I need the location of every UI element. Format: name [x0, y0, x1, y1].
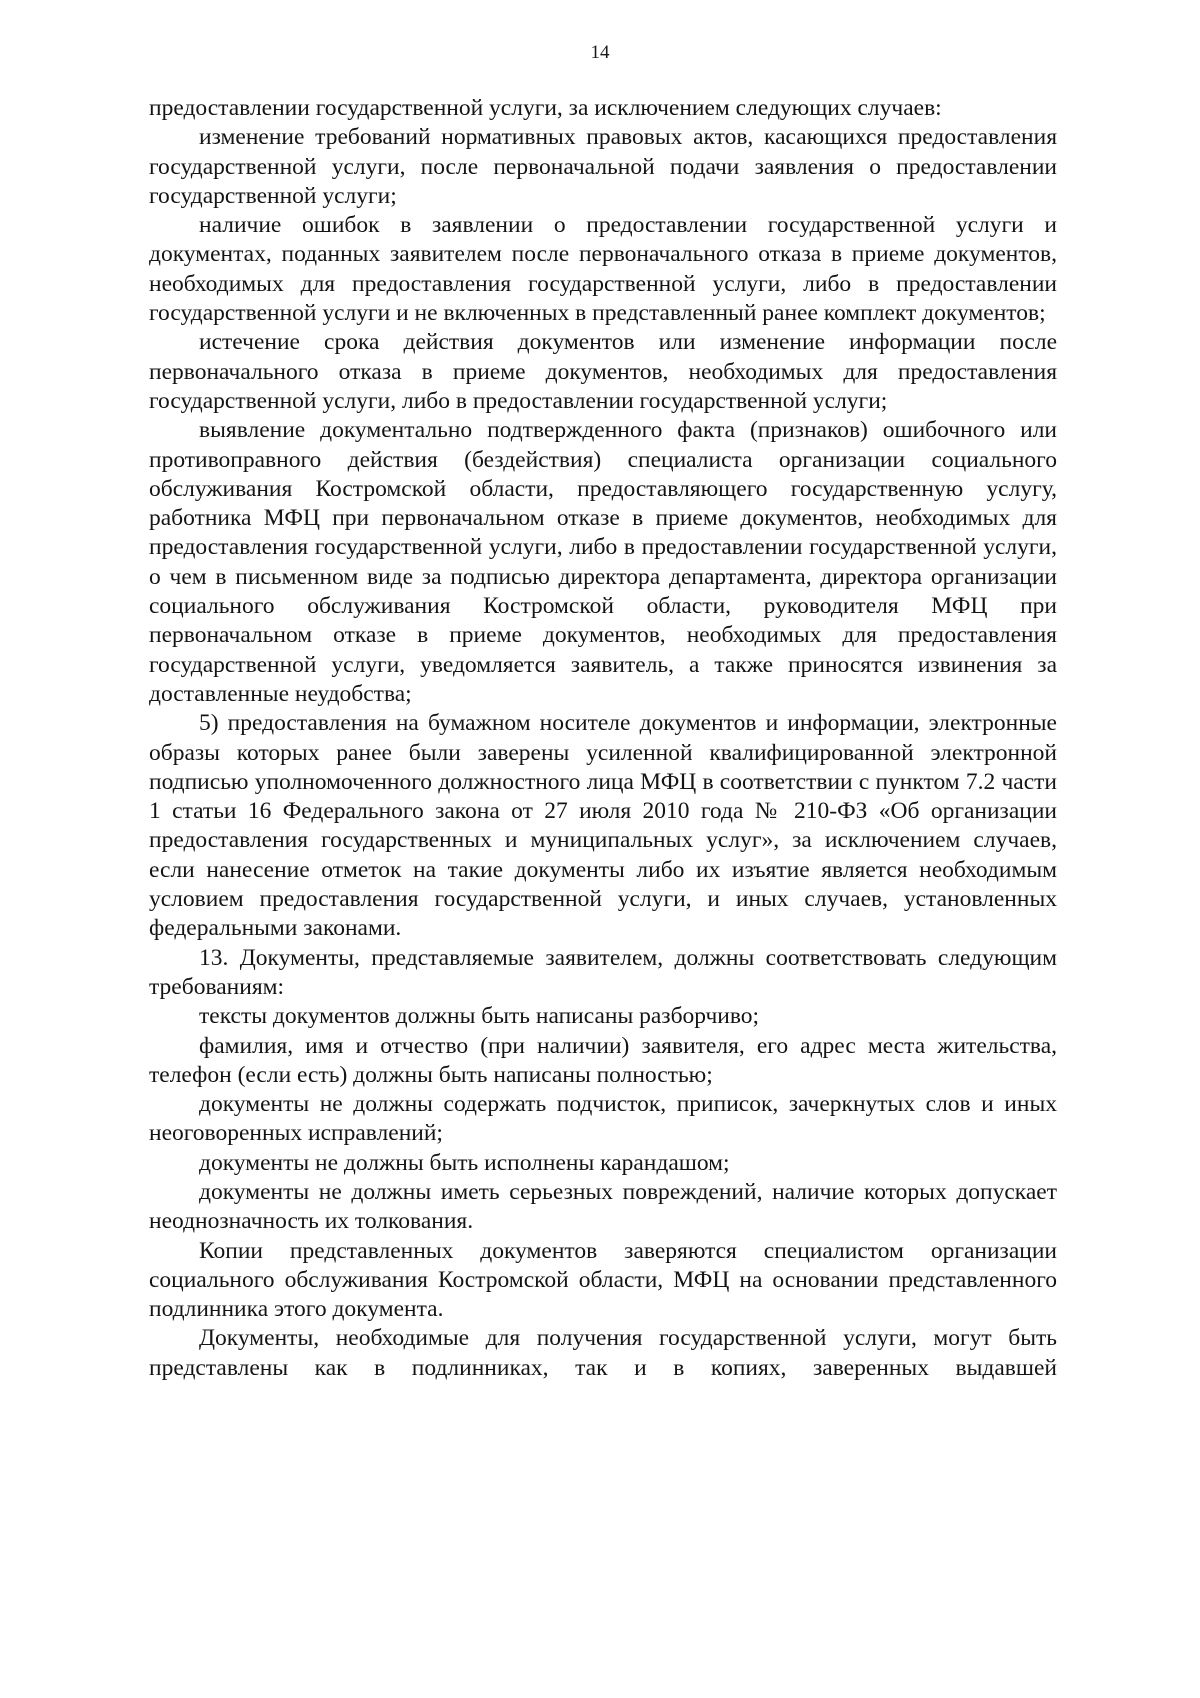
paragraph-requirement-full-name: фамилия, имя и отчество (при наличии) заявителя, его адрес места жительства, телефон (если есть) должны быть написаны полностью; [149, 1032, 1057, 1088]
paragraph-requirement-no-corrections: документы не должны содержать подчисток, приписок, зачеркнутых слов и иных неоговоренных исправлений; [149, 1091, 1057, 1147]
paragraph-item-errors: наличие ошибок в заявлении о предоставлении государственной услуги и документах, поданных заявителем после первоначального отказа в приеме документов, необходимых для предоставления государственной услуги, либо в предоставлении государственной услуги и не включенных в представленный ранее комплект документов; [149, 212, 1057, 327]
paragraph-requirement-legible: тексты документов должны быть написаны разборчиво; [199, 1003, 760, 1030]
paragraph-requirement-no-pencil: документы не должны быть исполнены карандашом; [199, 1149, 730, 1176]
paragraph-section-13: 13. Документы, представляемые заявителем, должны соответствовать следующим требованиям: [149, 944, 1057, 1000]
paragraph-item-unlawful-action: выявление документально подтвержденного факта (признаков) ошибочного или противоправного действия (бездействия) специалиста организации социального обслуживания Костромской области, предоставляющего государственную услугу, работника МФЦ при первоначальном отказе в приеме документов, необходимых для предоставления государственной услуги, либо в предоставлении государственной услуги, о чем в письменном виде за подписью директора департамента, директора организации социального обслуживания Костромской области, руководителя МФЦ при первоначальном отказе в приеме документов, необходимых для предоставления государственной услуги, уведомляется заявитель, а также приносятся извинения за доставленные неудобства; [149, 417, 1057, 707]
paragraph-copies-certification: Копии представленных документов заверяются специалистом организации социального обслуживания Костромской области, МФЦ на основании представленного подлинника этого документа. [149, 1237, 1057, 1323]
paragraph-originals-or-copies: Документы, необходимые для получения государственной услуги, могут быть представлены как в подлинниках, так и в копиях, заверенных выдавшей [149, 1325, 1057, 1381]
document-body [149, 94, 1057, 1383]
paragraph-requirement-no-damage: документы не должны иметь серьезных повреждений, наличие которых допускает неоднозначность их толкования. [149, 1178, 1057, 1235]
paragraph-item-5-paper-documents: 5) предоставления на бумажном носителе документов и информации, электронные образы которых ранее были заверены усиленной квалифицированной электронной подписью уполномоченного должностного лица МФЦ в соответствии с пунктом 7.2 части 1 статьи 16 Федерального закона от 27 июля 2010 года № 210-ФЗ «Об организации предоставления государственных и муниципальных услуг», за исключением случаев, если нанесение отметок на такие документы либо их изъятие является необходимым условием предоставления государственной услуги, и иных случаев, установленных федеральными законами. [149, 710, 1057, 942]
page-number: 14 [590, 42, 610, 63]
paragraph-continuation: предоставлении государственной услуги, за исключением следующих случаев: [149, 95, 942, 121]
paragraph-item-requirements-change: изменение требований нормативных правовых актов, касающихся предоставления государственной услуги, после первоначальной подачи заявления о предоставлении государственной услуги; [149, 124, 1057, 209]
paragraph-item-expiration: истечение срока действия документов или изменение информации после первоначального отказа в приеме документов, необходимых для предоставления государственной услуги, либо в предоставлении государственной услуги; [149, 329, 1057, 414]
